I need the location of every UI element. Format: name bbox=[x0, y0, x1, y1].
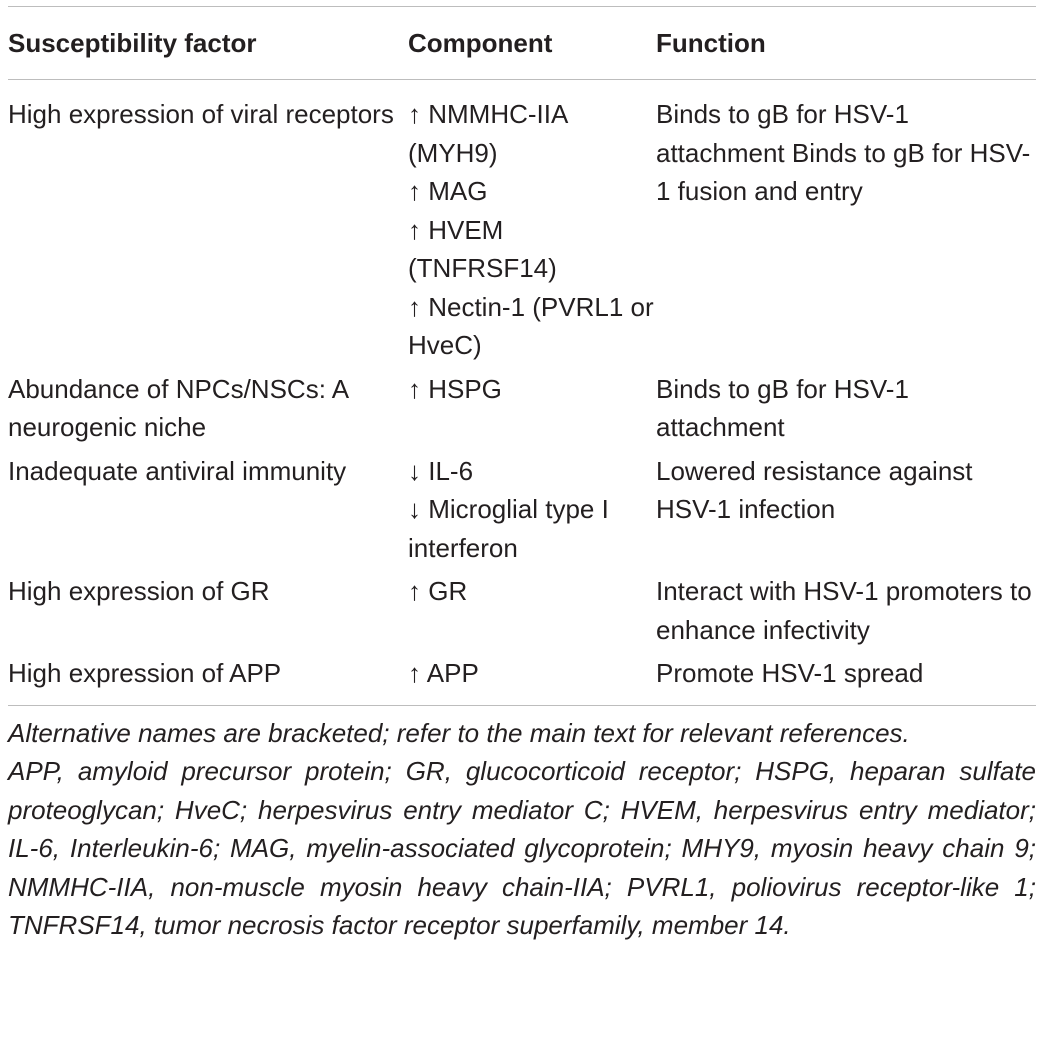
component-cell bbox=[408, 452, 656, 573]
susceptibility-table bbox=[8, 6, 1036, 706]
component-item: ↓ IL-6 bbox=[408, 455, 474, 486]
function-cell: Promote HSV-1 spread bbox=[656, 654, 1036, 705]
table-row bbox=[8, 452, 1036, 573]
header-function: Function bbox=[656, 7, 1036, 80]
table-row bbox=[8, 572, 1036, 654]
component-item: ↑ MAG bbox=[408, 176, 488, 206]
header-susceptibility-factor: Susceptibility factor bbox=[8, 7, 408, 80]
table-footnote bbox=[8, 706, 1036, 945]
component-item: ↓ Microglial type I interferon bbox=[408, 494, 609, 563]
table-row bbox=[8, 654, 1036, 705]
factor-cell: Inadequate antiviral immunity bbox=[8, 455, 347, 486]
header-component: Component bbox=[408, 7, 656, 80]
function-cell: Interact with HSV-1 promoters to enhance infectivity bbox=[656, 576, 1032, 645]
table-header bbox=[8, 7, 1036, 80]
footnote-note: Alternative names are bracketed; refer to the main text for relevant references. bbox=[8, 717, 910, 748]
component-cell bbox=[408, 80, 656, 370]
component-item: ↑ GR bbox=[408, 576, 468, 606]
footnote-abbreviations: APP, amyloid precursor protein; GR, glucocorticoid receptor; HSPG, heparan sulfate proteoglycan; HveC; herpesvirus entry mediator C; HVEM, herpesvirus entry mediator; IL-6, Interleukin-6; MAG, myelin-associated glycoprotein; MHY9, myosin heavy chain 9; NMMHC-IIA, non-muscle myosin heavy chain-IIA; PVRL1, poliovirus receptor-like 1; TNFRSF14, tumor necrosis factor receptor superfamily, member 14. bbox=[8, 756, 1036, 940]
component-cell bbox=[408, 370, 656, 452]
function-cell: Binds to gB for HSV-1 attachment bbox=[656, 373, 909, 442]
header-row bbox=[8, 7, 1036, 80]
component-cell bbox=[408, 572, 656, 654]
function-cell: Lowered resistance against HSV-1 infection bbox=[656, 455, 973, 524]
factor-cell: High expression of GR bbox=[8, 576, 270, 606]
component-item: ↑ Nectin-1 (PVRL1 or HveC) bbox=[408, 291, 654, 360]
component-item: ↑ APP bbox=[408, 658, 479, 688]
factor-cell: High expression of viral receptors bbox=[8, 99, 394, 129]
component-cell bbox=[408, 654, 656, 705]
component-item: ↑ HVEM (TNFRSF14) bbox=[408, 214, 557, 283]
component-item: ↑ HSPG bbox=[408, 373, 502, 404]
table-row bbox=[8, 370, 1036, 452]
component-item: ↑ NMMHC-IIA (MYH9) bbox=[408, 99, 567, 168]
table-row bbox=[8, 80, 1036, 370]
table-body bbox=[8, 80, 1036, 706]
factor-cell: Abundance of NPCs/NSCs: A neurogenic niche bbox=[8, 373, 348, 442]
function-cell: Binds to gB for HSV-1 attachment Binds to gB for HSV-1 fusion and entry bbox=[656, 99, 1031, 206]
susceptibility-table-container bbox=[8, 6, 1036, 945]
factor-cell: High expression of APP bbox=[8, 654, 408, 705]
